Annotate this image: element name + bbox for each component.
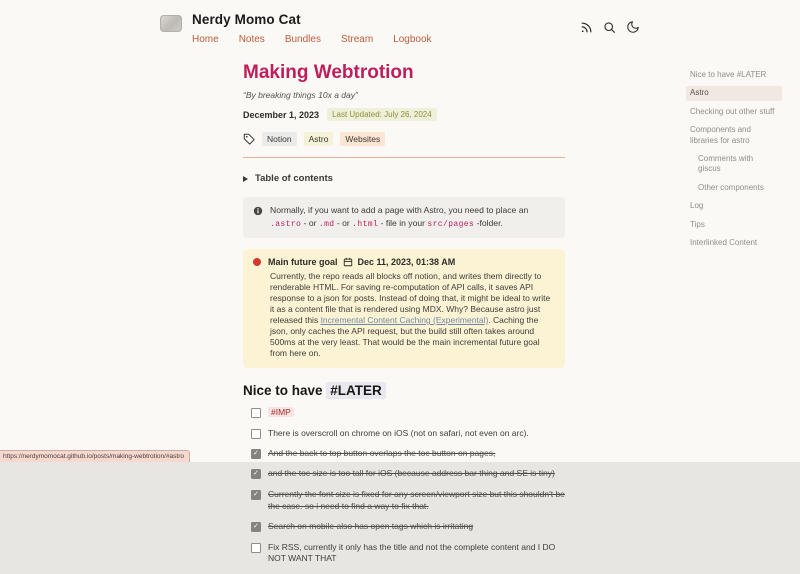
- rss-icon[interactable]: [580, 21, 593, 34]
- inline-code: .html: [352, 219, 379, 229]
- toc-toggle[interactable]: [243, 173, 565, 184]
- checklist-item: [251, 428, 565, 440]
- checkbox[interactable]: [251, 449, 261, 459]
- tags-row: [243, 132, 565, 146]
- checkbox[interactable]: [251, 522, 261, 532]
- sidebar-toc: [686, 68, 782, 254]
- checklist-item: [251, 489, 565, 513]
- checklist-item-label: Currently the font size is fixed for any screen/viewport size but this shouldn't be the case. so i need to find a way to fix that.: [268, 488, 565, 511]
- incremental-caching-link[interactable]: Incremental Content Caching (Experimental): [320, 315, 489, 326]
- checkbox[interactable]: [251, 408, 261, 418]
- info-callout: [243, 197, 565, 238]
- tag-websites[interactable]: Websites: [340, 132, 385, 146]
- inline-code: .md: [318, 219, 335, 229]
- goal-callout-body: [270, 271, 555, 359]
- sidebar-item-components-libraries[interactable]: Components and libraries for astro: [690, 125, 751, 145]
- divider: [243, 157, 565, 158]
- text-segment: -folder.: [474, 217, 503, 228]
- goal-callout: [243, 249, 565, 368]
- checklist-item: [251, 468, 565, 480]
- checklist-item-label: [268, 407, 294, 419]
- checklist-item-label: Search on mobile also has open tags which is irritating: [268, 521, 474, 532]
- site-header: [160, 12, 432, 45]
- checklist-item-label: Fix RSS, currently it only has the title and not the complete content and I DO NOT WANT THAT: [268, 541, 556, 564]
- moon-icon[interactable]: [626, 20, 640, 34]
- calendar-icon: [343, 257, 353, 267]
- sidebar-item-log[interactable]: Log: [690, 201, 704, 211]
- text-segment: Currently, the repo reads all blocks off notion, and writes them directly to renderable HTML. For saving re-computation of API calls, it saves API response to a json for posts. Instead of doing that, it might be ideal to write it as a content file that is rendered using MDX. Why? Because astro just released this: [270, 270, 551, 326]
- toc-toggle-label: Table of contents: [255, 173, 333, 184]
- inline-code: .astro: [270, 219, 302, 229]
- header-actions: [580, 20, 640, 34]
- checkbox[interactable]: [251, 543, 261, 553]
- sidebar-item-other-components[interactable]: Other components: [698, 182, 764, 192]
- goal-timestamp: Dec 11, 2023, 01:38 AM: [357, 256, 456, 267]
- search-icon[interactable]: [603, 21, 616, 34]
- checklist-item-label: There is overscroll on chrome on iOS (not on safari, not even on arc).: [268, 427, 529, 438]
- status-bar-url: https://nerdymomocat.github.io/posts/making-webtrotion/#astro: [0, 450, 190, 462]
- page-title: Making Webtrotion: [243, 62, 414, 83]
- checklist-item-label: and the toc size is too tall for iOS (because address bar thing and SE is tiny): [268, 468, 555, 479]
- info-callout-text: [270, 204, 555, 231]
- checklist-item: [251, 521, 565, 533]
- main-nav: [192, 34, 432, 45]
- checklist-item: [251, 542, 565, 566]
- last-updated-badge: Last Updated: July 26, 2024: [327, 108, 437, 121]
- checkbox[interactable]: [251, 490, 261, 500]
- sidebar-item-checking-out[interactable]: Checking out other stuff: [690, 106, 775, 116]
- nav-item-home[interactable]: Home: [192, 34, 219, 45]
- chevron-right-icon: [243, 176, 248, 182]
- checklist: [251, 407, 565, 565]
- sidebar-item-comments-giscus[interactable]: Comments with giscus: [698, 153, 754, 174]
- inline-code: src/pages: [427, 219, 475, 229]
- nav-item-stream[interactable]: Stream: [340, 34, 374, 45]
- checklist-item: [251, 448, 565, 460]
- sidebar-item-interlinked[interactable]: Interlinked Content: [690, 237, 758, 247]
- nav-item-notes[interactable]: Notes: [238, 34, 265, 45]
- nav-item-logbook[interactable]: Logbook: [393, 34, 432, 45]
- goal-title: Main future goal: [268, 256, 338, 267]
- section-heading: [243, 383, 565, 398]
- checkbox[interactable]: [251, 429, 261, 439]
- sidebar-item-nice-to-have[interactable]: Nice to have #LATER: [690, 70, 767, 79]
- nav-item-bundles[interactable]: Bundles: [284, 34, 321, 45]
- checklist-item: [251, 407, 565, 419]
- tag-astro[interactable]: Astro: [304, 132, 334, 146]
- text-segment: - file in your: [378, 217, 428, 228]
- goal-callout-header: [253, 257, 555, 267]
- checkbox[interactable]: [251, 469, 261, 479]
- text-segment: - or: [334, 217, 353, 228]
- info-icon: [253, 206, 263, 216]
- text-segment: . Caching the json, only caches the API request, but the build still often takes around 500ms at the very least. That would be the main incremental future goal from here on.: [270, 315, 540, 359]
- later-tag[interactable]: #LATER: [326, 382, 386, 399]
- tag-notion[interactable]: Notion: [262, 132, 297, 146]
- heading-text: Nice to have: [243, 383, 327, 399]
- tag-icon: [243, 133, 255, 145]
- red-dot-icon: [253, 258, 261, 266]
- published-date: December 1, 2023: [243, 109, 320, 120]
- sidebar-item-astro[interactable]: Astro: [686, 86, 782, 100]
- article: [243, 62, 565, 574]
- site-logo[interactable]: [160, 15, 182, 32]
- date-row: [243, 108, 565, 121]
- text-segment: - or: [301, 217, 319, 228]
- text-segment: Normally, if you want to add a page with Astro, you need to place an: [270, 205, 529, 215]
- checklist-item-label: And the back to top button overlaps the toc button on pages,: [268, 448, 496, 459]
- site-title[interactable]: Nerdy Momo Cat: [192, 12, 301, 27]
- imp-tag[interactable]: #IMP: [268, 407, 294, 417]
- post-subtitle: “By breaking things 10x a day”: [243, 90, 358, 100]
- sidebar-item-tips[interactable]: Tips: [690, 219, 705, 229]
